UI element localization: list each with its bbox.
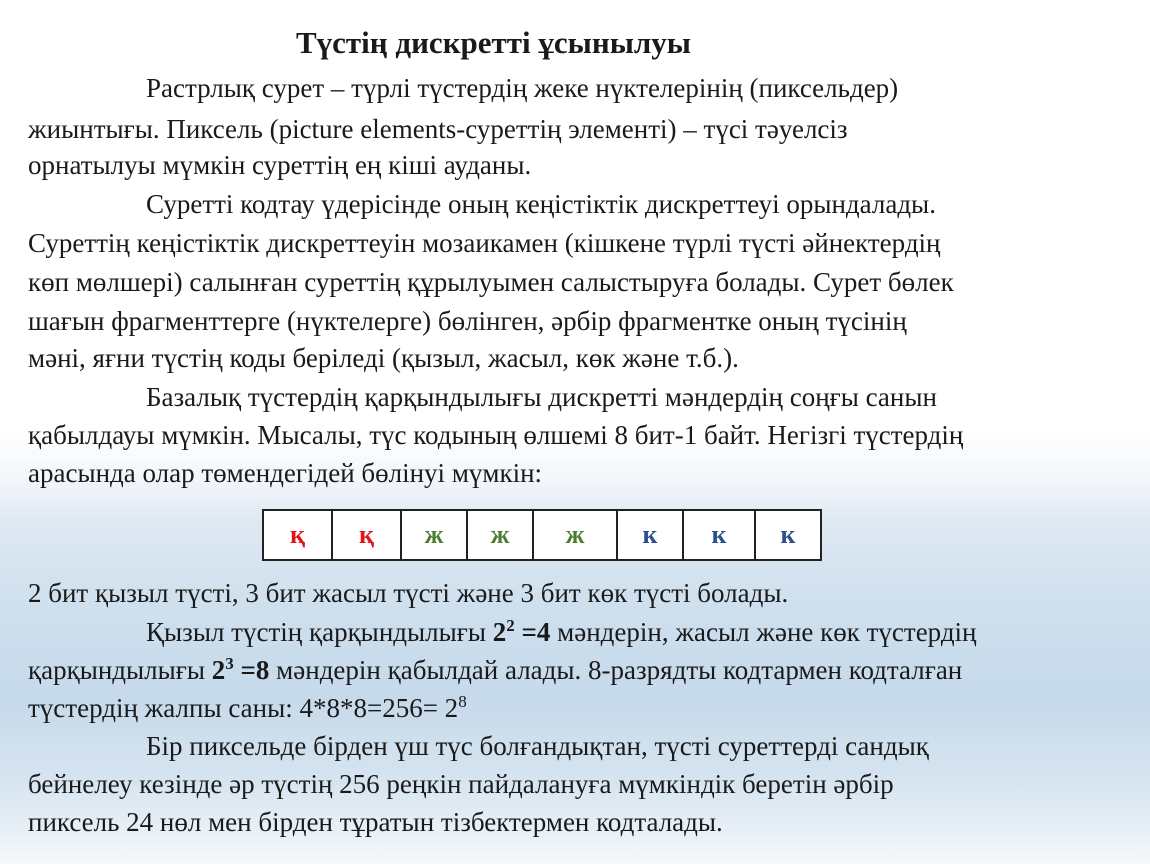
bit-summary-line: 2 бит қызыл түсті, 3 бит жасыл түсті және 3 бит көк түсті болады. <box>28 578 789 608</box>
text-span: мәндерін қабылдай алады. 8-разрядты кодтармен кодталған <box>269 655 963 685</box>
text-line: Суретті кодтау үдерісінде оның кеңістіктік дискреттеуі орындалады. <box>146 189 936 219</box>
text-line: пиксель 24 нөл мен бірден тұратын тізбектермен кодталады. <box>28 807 723 837</box>
text-line: бейнелеу кезінде әр түстің 256 реңкін пайдалануға мүмкіндік беретін әрбір <box>28 769 894 799</box>
text-line <box>28 652 962 688</box>
formula-result: =4 <box>514 617 551 647</box>
text-line: Бір пиксельде бірден үш түс болғандықтан, түсті суреттерді сандық <box>146 731 929 761</box>
text-line <box>28 690 467 726</box>
formula-base: 2 <box>492 617 507 647</box>
text-line: мәні, яғни түстің коды беріледі (қызыл, жасыл, көк және т.б.). <box>28 343 739 373</box>
text-span: қарқындылығы <box>28 655 212 685</box>
text-span: түстердің жалпы саны: 4*8*8=256= 2 <box>28 693 459 723</box>
text-line: орнатылуы мүмкін суреттің ең кіші ауданы. <box>28 150 532 180</box>
text-line: көп мөлшері) салынған суреттің құрылуымен салыстыруға болады. Сурет бөлек <box>28 267 954 297</box>
bit-allocation-table <box>262 509 822 561</box>
bit-cell-blue: к <box>683 510 755 560</box>
bit-cell-blue: к <box>617 510 683 560</box>
text-line: жиынтығы. Пиксель (picture elements-суреттің элементі) – түсі тәуелсіз <box>28 114 848 144</box>
text-line: Суреттің кеңістіктік дискреттеуін мозаикамен (кішкене түрлі түсті әйнектердің <box>28 228 941 258</box>
text-line: Базалық түстердің қарқындылығы дискретті мәндердің соңғы санын <box>146 382 937 412</box>
text-line <box>28 614 977 650</box>
text-line: шағын фрагменттерге (нүктелерге) бөлінген, әрбір фрагментке оның түсінің <box>28 306 907 336</box>
bit-cell-red: қ <box>332 510 401 560</box>
bit-cell-red: қ <box>263 510 332 560</box>
bit-cell-green: ж <box>467 510 533 560</box>
text-span: мәндерін, жасыл және көк түстердің <box>550 617 977 647</box>
text-line: арасында олар төмендегідей бөлінуі мүмкін: <box>28 458 543 488</box>
text-span: Қызыл түстің қарқындылығы <box>146 617 493 647</box>
formula-green-blue <box>212 655 270 685</box>
formula-red <box>493 617 551 647</box>
formula-exponent: 2 <box>506 616 515 635</box>
text-line: қабылдауы мүмкін. Мысалы, түс кодының өлшемі 8 бит-1 байт. Негізгі түстердің <box>28 420 964 450</box>
bit-cell-green: ж <box>533 510 617 560</box>
bit-cell-blue: к <box>755 510 821 560</box>
formula-base: 2 <box>211 655 226 685</box>
bit-cell-green: ж <box>401 510 467 560</box>
formula-result: =8 <box>233 655 270 685</box>
text-line: Растрлық сурет – түрлі түстердің жеке нүктелерінің (пиксельдер) <box>146 73 899 103</box>
formula-exponent: 3 <box>225 654 234 673</box>
page-title: Түстің дискретті ұсынылуы <box>296 25 691 60</box>
formula-exponent: 8 <box>458 692 467 711</box>
